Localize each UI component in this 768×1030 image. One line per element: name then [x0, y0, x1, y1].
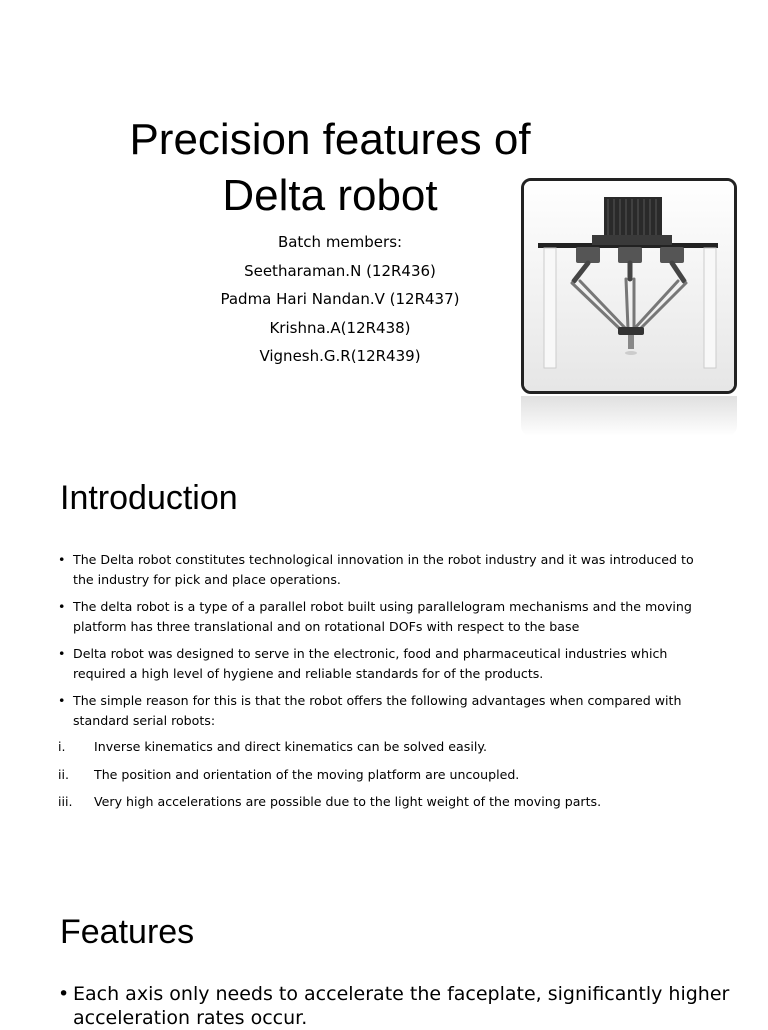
features-bullets — [58, 982, 738, 1030]
title-line-1: Precision features of — [129, 115, 531, 164]
list-item: • Each axis only needs to accelerate the faceplate, significantly higher acceleration rates occur. — [58, 982, 738, 1030]
list-item — [58, 737, 718, 757]
delta-robot-image — [521, 178, 737, 394]
list-marker: iii. — [58, 794, 73, 809]
introduction-bullets — [58, 550, 718, 738]
list-marker: i. — [58, 739, 66, 754]
delta-robot-icon — [524, 181, 734, 391]
list-item: • The Delta robot constitutes technological innovation in the robot industry and it was introduced to the industry for pick and place operations. — [58, 550, 718, 589]
list-text: Inverse kinematics and direct kinematics can be solved easily. — [94, 739, 487, 754]
features-slide — [0, 880, 768, 1029]
list-item: • The simple reason for this is that the robot offers the following advantages when compared with standard serial robots: — [58, 691, 718, 730]
slide-title — [120, 112, 540, 224]
image-reflection — [521, 396, 737, 436]
batch-members — [190, 228, 490, 371]
member-item: Padma Hari Nandan.V (12R437) — [220, 290, 460, 308]
list-item: • The delta robot is a type of a parallel robot built using parallelogram mechanisms and the moving platform has three translational and on rotational DOFs with respect to the base — [58, 597, 718, 636]
list-marker: ii. — [58, 766, 70, 782]
batch-label: Batch members: — [277, 233, 403, 251]
list-item: • Delta robot was designed to serve in the electronic, food and pharmaceutical industries which required a high level of hygiene and reliable standards for of the products. — [58, 644, 718, 683]
list-item — [58, 765, 718, 785]
list-text: The position and orientation of the moving platform are uncoupled. — [94, 766, 520, 782]
member-item: Seetharaman.N (12R436) — [244, 261, 436, 280]
features-heading: Features — [60, 913, 195, 951]
list-text: Very high accelerations are possible due to the light weight of the moving parts. — [94, 794, 602, 809]
advantages-list — [58, 737, 718, 820]
title-line-2: Delta robot — [222, 171, 438, 220]
member-item: Vignesh.G.R(12R439) — [259, 347, 421, 365]
member-item: Krishna.A(12R438) — [269, 318, 411, 337]
introduction-slide — [0, 440, 768, 880]
list-item — [58, 792, 718, 812]
title-slide — [0, 0, 768, 440]
introduction-heading: Introduction — [60, 479, 238, 517]
